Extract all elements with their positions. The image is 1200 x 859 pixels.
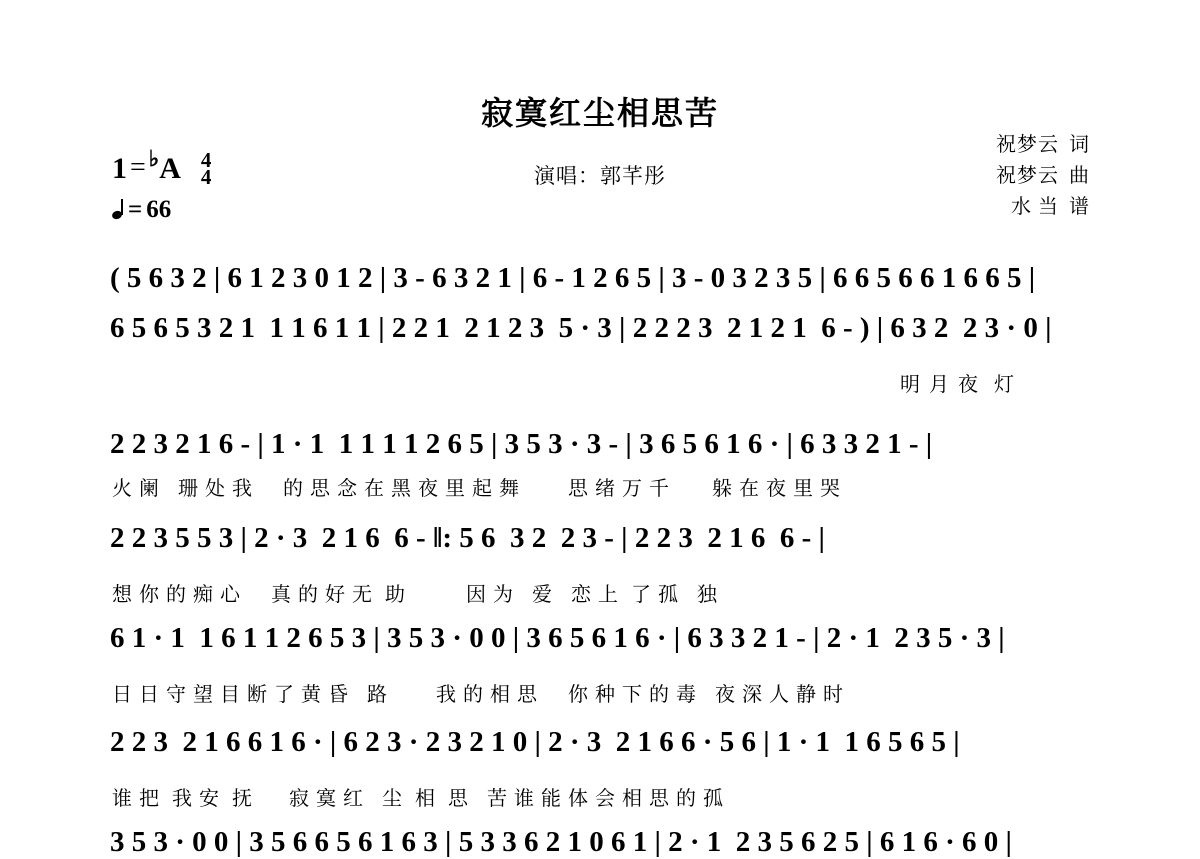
music-line-3: 2 2 3 2 1 6 - | 1 · 1 1 1 1 1 2 6 5 | 3 5 3 · 3 - | 3 6 5 6 1 6 · | 6 3 3 2 1 - | [110, 428, 933, 460]
music-line-5: 6 1 · 1 1 6 1 1 2 6 5 3 | 3 5 3 · 0 0 | 3 6 5 6 1 6 · | 6 3 3 2 1 - | 2 · 1 2 3 5 · 3 | [110, 622, 1005, 654]
music-line-7: 3 5 3 · 0 0 | 3 5 6 6 5 6 1 6 3 | 5 3 3 6 2 1 0 6 1 | 2 · 1 2 3 5 6 2 5 | 6 1 6 · 6 0 | [110, 826, 1012, 858]
music-line-6: 2 2 3 2 1 6 6 1 6 · | 6 2 3 · 2 3 2 1 0 | 2 · 3 2 1 6 6 · 5 6 | 1 · 1 1 6 5 6 5 | [110, 726, 960, 758]
page-title: 寂寞红尘相思苦 [480, 95, 719, 131]
key-signature-block [112, 146, 212, 224]
key-do-label: 1 [112, 152, 127, 185]
credit-lyricist-name: 祝梦云 [996, 134, 1059, 156]
credit-lyricist [996, 130, 1090, 161]
credit-transcriber-name: 水 当 [1011, 196, 1059, 218]
tempo-equals: = [128, 196, 143, 223]
key-equals: = [130, 152, 146, 183]
key-letter: A [159, 152, 181, 185]
tempo-marking [112, 196, 211, 224]
tempo-value: 66 [146, 196, 172, 223]
time-signature [200, 148, 212, 189]
credit-composer-role: 曲 [1069, 165, 1090, 187]
key-line [112, 146, 212, 189]
credits-block [996, 130, 1090, 223]
flat-icon: ♭ [148, 146, 160, 171]
music-line-4: 2 2 3 5 5 3 | 2 · 3 2 1 6 6 - ‖: 5 6 3 2 2 3 - | 2 2 3 2 1 6 6 - | [110, 522, 825, 554]
singer-label: 演唱：郭芊彤 [534, 164, 666, 188]
music-line-2: 6 5 6 5 3 2 1 1 1 6 1 1 | 2 2 1 2 1 2 3 5 · 3 | 2 2 2 3 2 1 2 1 6 - ) | 6 3 2 2 3 · 0 | [110, 312, 1052, 344]
time-signature-numerator: 4 [200, 148, 212, 172]
credit-composer-name: 祝梦云 [996, 165, 1059, 187]
credit-lyricist-role: 词 [1069, 134, 1090, 156]
credit-composer [996, 161, 1090, 192]
credit-transcriber-role: 谱 [1069, 196, 1090, 218]
lyrics-line-1: 明 月 夜 灯 [900, 374, 1016, 396]
music-line-1: ( 5 6 3 2 | 6 1 2 3 0 1 2 | 3 - 6 3 2 1 | 6 - 1 2 6 5 | 3 - 0 3 2 3 5 | 6 6 5 6 6 1 6 6 5 | [110, 262, 1036, 294]
time-signature-denominator: 4 [200, 165, 212, 189]
lyrics-line-4: 日 日 守 望 目 断 了 黄 昏 路 我 的 相 思 你 种 下 的 毒 夜 深 人 静 时 [112, 684, 844, 706]
lyrics-line-2: 火 阑 珊 处 我 的 思 念 在 黑 夜 里 起 舞 思 绪 万 千 躲 在 夜 里 哭 [112, 478, 841, 500]
lyrics-line-3: 想 你 的 痴 心 真 的 好 无 助 因 为 爱 恋 上 了 孤 独 [112, 584, 718, 606]
lyrics-line-5: 谁 把 我 安 抚 寂 寞 红 尘 相 思 苦 谁 能 体 会 相 思 的 孤 [112, 788, 724, 810]
quarter-note-icon [112, 199, 125, 221]
credit-transcriber [996, 192, 1090, 223]
